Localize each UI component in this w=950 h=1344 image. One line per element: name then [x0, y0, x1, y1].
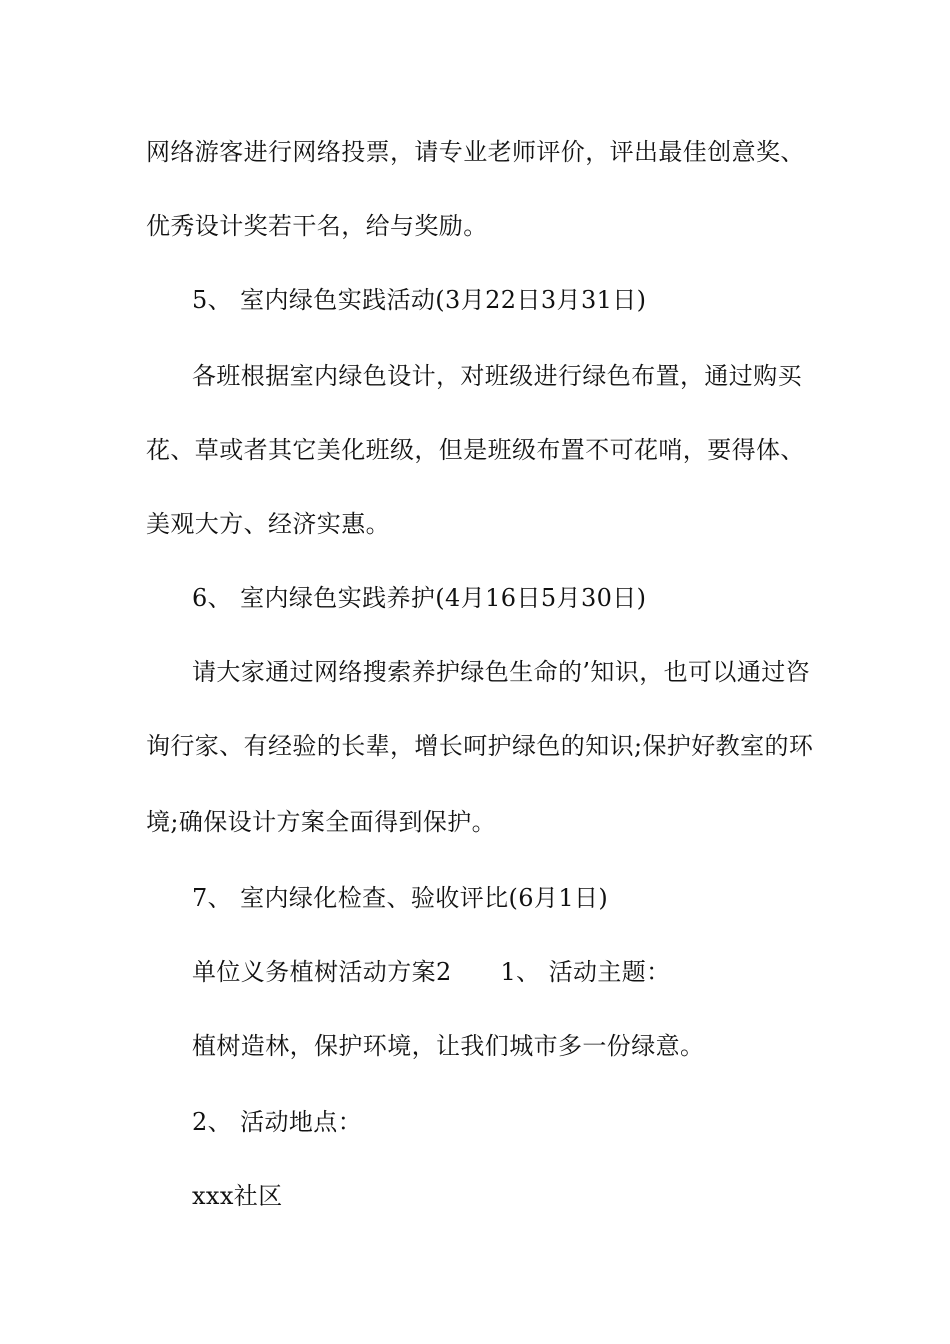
body-text-line: 美观大方、经济实惠。: [146, 510, 390, 538]
section-heading-2: 2、 活动地点：: [192, 1108, 363, 1136]
body-text-line: 植树造林，保护环境，让我们城市多一份绿意。: [192, 1032, 705, 1060]
body-text-line: 询行家、有经验的长辈，增长呵护绿色的知识;保护好教室的环: [146, 732, 814, 760]
plan-title-line: 单位义务植树活动方案2 1、 活动主题：: [192, 958, 671, 986]
body-text-line: 请大家通过网络搜索养护绿色生命的’知识，也可以通过咨: [192, 658, 811, 686]
body-text-line: 优秀设计奖若干名，给与奖励。: [146, 212, 488, 240]
body-text-line: 各班根据室内绿色设计，对班级进行绿色布置，通过购买: [192, 362, 802, 390]
section-heading-7: 7、 室内绿化检查、验收评比(6月1日): [192, 884, 609, 912]
body-text-line: 网络游客进行网络投票，请专业老师评价，评出最佳创意奖、: [146, 138, 805, 166]
body-text-line: 花、草或者其它美化班级，但是班级布置不可花哨，要得体、: [146, 436, 805, 464]
section-heading-5: 5、 室内绿色实践活动(3月22日3月31日): [192, 286, 647, 314]
location-text: xxx社区: [192, 1182, 283, 1210]
section-heading-6: 6、 室内绿色实践养护(4月16日5月30日): [192, 584, 647, 612]
body-text-line: 境;确保设计方案全面得到保护。: [146, 808, 497, 836]
